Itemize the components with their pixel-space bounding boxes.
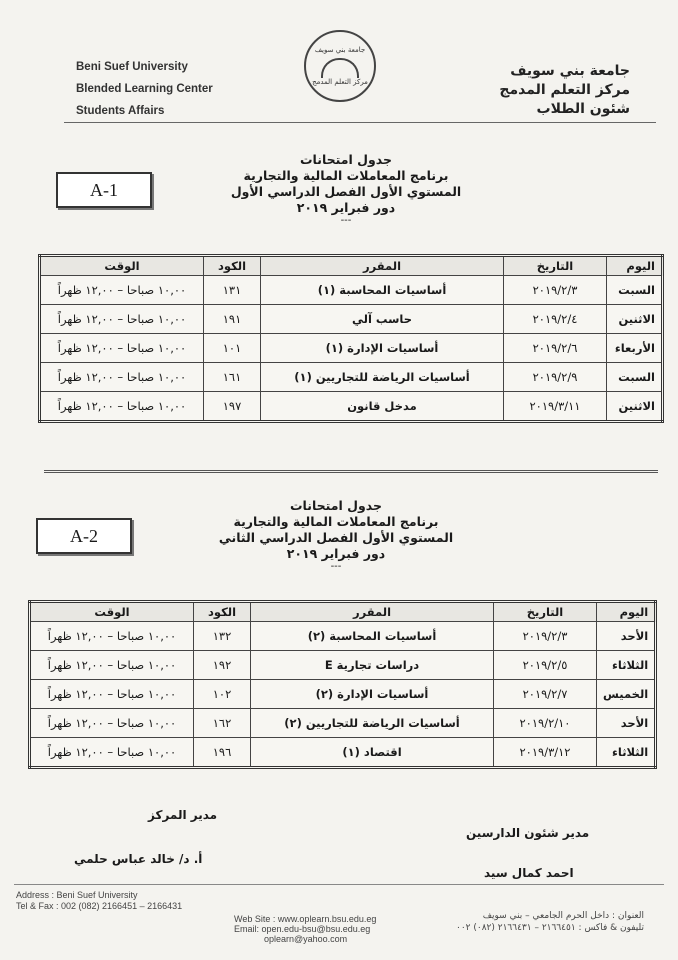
department-name-en: Students Affairs [76,105,165,117]
cell-date: ٢٠١٩/٣/١٢ [494,738,597,768]
table-row [40,392,663,422]
footer-telfax: Tel & Fax : 002 (082) 2166451 – 2166431 [16,901,183,911]
table-row [30,738,656,768]
title-line: برنامج المعاملات المالية والتجارية [233,514,439,529]
footer-divider [14,884,664,885]
cell-date: ٢٠١٩/٢/٣ [494,622,597,651]
header-date: التاريخ [494,602,597,622]
table-row [30,680,656,709]
cell-day: الثلاثاء [597,738,656,768]
title-line: جدول امتحانات [300,152,392,167]
cell-day: السبت [607,363,663,392]
university-name-en: Beni Suef University [76,61,188,73]
table-row [30,709,656,738]
cell-date: ٢٠١٩/٢/٥ [494,651,597,680]
cell-day: السبت [607,276,663,305]
section-title-a2 [176,498,496,572]
header-time: الوقت [40,256,204,276]
cell-date: ٢٠١٩/٢/٦ [504,334,607,363]
footer-email2: oplearn@yahoo.com [264,934,348,944]
cell-time: ١٠,٠٠ صباحا – ١٢,٠٠ ظهراً [30,622,194,651]
exam-table-a1 [38,254,664,423]
university-logo [304,30,376,102]
section-divider [44,470,658,473]
cell-day: الاثنين [607,392,663,422]
title-line: المستوي الأول الفصل الدراسي الثاني [218,530,454,545]
section-label-a2: A-2 [36,518,132,554]
header-date: التاريخ [504,256,607,276]
cell-course: دراسات تجارية E [251,651,494,680]
center-name-ar: مركز التعلم المدمج [499,82,630,98]
header-divider [64,122,656,123]
title-line: --- [330,561,342,572]
cell-code: ١٩٦ [194,738,251,768]
cell-day: الاثنين [607,305,663,334]
cell-course: أساسيات الرياضة للتجاريين (١) [261,363,504,392]
header-english [76,56,213,122]
table-row [30,622,656,651]
cell-time: ١٠,٠٠ صباحا – ١٢,٠٠ ظهراً [30,651,194,680]
footer-address: Address : Beni Suef University [16,890,138,900]
cell-course: أساسيات الإدارة (٢) [251,680,494,709]
footer-contact-en [16,890,182,912]
header-course: المقرر [251,602,494,622]
cell-time: ١٠,٠٠ صباحا – ١٢,٠٠ ظهراً [40,392,204,422]
header-code: الكود [194,602,251,622]
table-header-row [40,256,663,276]
table-row [30,651,656,680]
cell-date: ٢٠١٩/٢/٩ [504,363,607,392]
cell-code: ١٣١ [204,276,261,305]
cell-code: ١٦١ [204,363,261,392]
footer-web [234,914,376,944]
logo-text-bottom: مركز التعلم المدمج [312,78,368,86]
title-line: دور فبراير ٢٠١٩ [296,200,396,215]
title-line: --- [340,215,352,226]
cell-course: أساسيات المحاسبة (١) [261,276,504,305]
logo-emblem-icon [321,58,359,78]
cell-time: ١٠,٠٠ صباحا – ١٢,٠٠ ظهراً [30,738,194,768]
cell-day: الأحد [597,709,656,738]
center-name-en: Blended Learning Center [76,83,213,95]
title-line: برنامج المعاملات المالية والتجارية [243,168,449,183]
cell-course: أساسيات الرياضة للتجاريين (٢) [251,709,494,738]
cell-code: ١٣٢ [194,622,251,651]
cell-course: أساسيات المحاسبة (٢) [251,622,494,651]
cell-time: ١٠,٠٠ صباحا – ١٢,٠٠ ظهراً [30,680,194,709]
header-day: اليوم [597,602,656,622]
cell-code: ١٩٢ [194,651,251,680]
center-director-title: مدير المركز [148,808,218,822]
university-name-ar: جامعة بني سويف [510,63,630,79]
affairs-director-name: احمد كمال سيد [484,866,574,880]
footer-address-ar: العنوان : داخل الحرم الجامعي – بني سويف [482,911,644,921]
header-code: الكود [204,256,261,276]
table-row [40,276,663,305]
exam-table-a2 [28,600,657,769]
cell-time: ١٠,٠٠ صباحا – ١٢,٠٠ ظهراً [30,709,194,738]
cell-code: ١٩١ [204,305,261,334]
cell-time: ١٠,٠٠ صباحا – ١٢,٠٠ ظهراً [40,276,204,305]
cell-course: حاسب آلي [261,305,504,334]
cell-day: الأحد [597,622,656,651]
section-title-a1 [186,152,506,226]
table-header-row [30,602,656,622]
cell-day: الأربعاء [607,334,663,363]
affairs-director-title: مدير شئون الدارسين [466,826,590,840]
table-row [40,305,663,334]
cell-code: ١٠١ [204,334,261,363]
header-day: اليوم [607,256,663,276]
footer-email: Email: open.edu-bsu@bsu.edu.eg [234,924,371,934]
title-line: جدول امتحانات [290,498,382,513]
department-name-ar: شئون الطلاب [536,101,630,117]
cell-date: ٢٠١٩/٢/٣ [504,276,607,305]
footer-contact-ar [456,910,644,934]
cell-code: ١٠٢ [194,680,251,709]
cell-date: ٢٠١٩/٢/١٠ [494,709,597,738]
cell-date: ٢٠١٩/٢/٧ [494,680,597,709]
footer-website: Web Site : www.oplearn.bsu.edu.eg [234,914,377,924]
center-director-name: أ. د/ خالد عباس حلمي [74,852,203,866]
header-time: الوقت [30,602,194,622]
section-label-a1: A-1 [56,172,152,208]
title-line: المستوي الأول الفصل الدراسي الأول [230,184,462,199]
cell-course: اقتصاد (١) [251,738,494,768]
cell-time: ١٠,٠٠ صباحا – ١٢,٠٠ ظهراً [40,363,204,392]
cell-code: ١٦٢ [194,709,251,738]
table-row [40,363,663,392]
cell-time: ١٠,٠٠ صباحا – ١٢,٠٠ ظهراً [40,334,204,363]
cell-day: الخميس [597,680,656,709]
logo-text-top: جامعة بني سويف [314,46,366,54]
header-arabic [499,62,630,119]
cell-date: ٢٠١٩/٣/١١ [504,392,607,422]
cell-day: الثلاثاء [597,651,656,680]
cell-course: أساسيات الإدارة (١) [261,334,504,363]
title-line: دور فبراير ٢٠١٩ [286,546,386,561]
table-row [40,334,663,363]
header-course: المقرر [261,256,504,276]
footer-telfax-ar: تليفون & فاكس : ٢١٦٦٤٥١ – ٢١٦٦٤٣١ (٠٨٢) ٠٠٢ [455,923,644,933]
cell-code: ١٩٧ [204,392,261,422]
cell-date: ٢٠١٩/٢/٤ [504,305,607,334]
cell-time: ١٠,٠٠ صباحا – ١٢,٠٠ ظهراً [40,305,204,334]
cell-course: مدخل قانون [261,392,504,422]
